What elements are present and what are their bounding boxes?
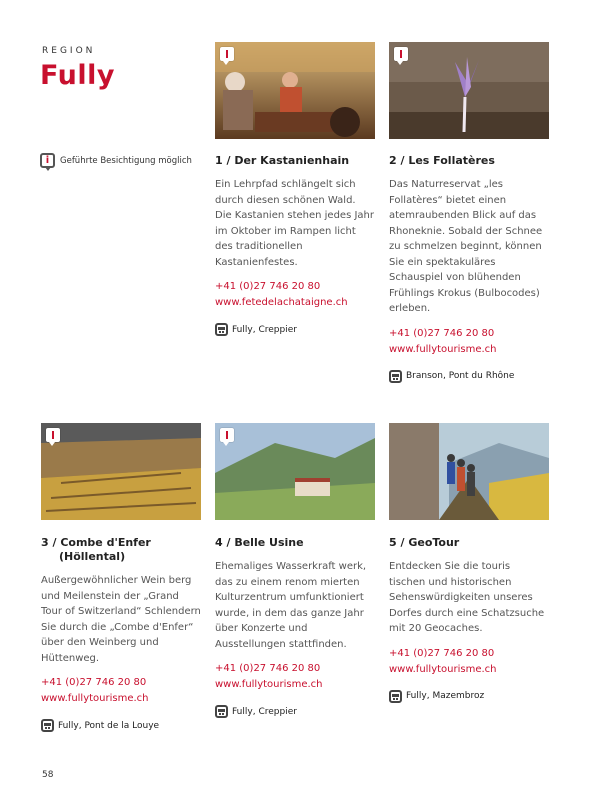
bus-stop-icon <box>389 370 402 383</box>
bus-stop-icon <box>389 690 402 703</box>
bus-stop-icon <box>215 323 228 336</box>
card-kastanienhain <box>215 154 375 336</box>
card-title: 2 / Les Follatères <box>389 154 495 167</box>
photo-follateres <box>389 42 549 139</box>
card-combe-denfer <box>41 536 201 732</box>
info-i-icon <box>46 428 60 442</box>
phone-number[interactable]: +41 (0)27 746 20 80 <box>389 327 495 339</box>
phone-number[interactable]: +41 (0)27 746 20 80 <box>41 677 147 688</box>
photo-geotour <box>389 423 549 520</box>
website-link[interactable]: www.fullytourisme.ch <box>389 343 497 355</box>
card-description: Das Naturreservat „les Follatères“ bietet einen atemraubenden Blick auf das Rhoneknie. Sobald der Schnee zu schmelzen beginnt, können Sie ein spektakuläres Schauspiel von blühenden Frühlings Krokus (Bulbocodes) erleben. <box>389 179 543 314</box>
website-link[interactable]: www.fetedelachataigne.ch <box>215 297 348 308</box>
bus-stop-icon <box>215 705 228 718</box>
card-belle-usine <box>215 536 375 718</box>
photo-belle-usine <box>215 423 375 520</box>
location <box>389 690 549 703</box>
card-description: Ein Lehrpfad schlängelt sich durch diesen schönen Wald. Die Kastanien stehen jedes Jahr im Oktober im Rampen licht des traditionellen Kastanienfestes. <box>215 179 374 268</box>
card-title: 1 / Der Kastanienhain <box>215 154 350 167</box>
info-i-icon: i <box>40 153 55 168</box>
photo-combe-denfer <box>41 423 201 520</box>
location <box>41 719 201 732</box>
card-description: Ehemaliges Wasserkraft werk, das zu einem renom mierten Kulturzentrum umfunktioniert wurde, in dem das ganze Jahr über Konzerte und Ausstellungen stattfinden. <box>215 561 367 650</box>
page-number: 58 <box>42 770 54 780</box>
info-i-icon <box>394 47 408 61</box>
website-link[interactable]: www.fullytourisme.ch <box>41 693 149 704</box>
location-label: Fully, Creppier <box>232 706 297 717</box>
info-i-icon <box>220 428 234 442</box>
card-title: 3 / Combe d'Enfer <box>41 536 151 549</box>
website-link[interactable]: www.fullytourisme.ch <box>389 663 497 675</box>
location <box>389 370 549 383</box>
page-title: Fully <box>40 60 115 91</box>
card-description: Entdecken Sie die touris tischen und historischen Sehenswürdigkeiten unseres Dorfes durch eine Schatzsuche mit 20 Geocaches. <box>389 561 545 634</box>
card-title: 5 / GeoTour <box>389 536 460 549</box>
card-description: Außergewöhnlicher Wein berg und Meilenstein der „Grand Tour of Switzerland“ Schlendern Sie durch die „Combe d'Enfer“ über den Weinberg und Hüttenweg. <box>41 575 201 664</box>
bus-stop-icon <box>41 719 54 732</box>
phone-number[interactable]: +41 (0)27 746 20 80 <box>215 281 321 292</box>
region-label: REGION <box>42 46 96 56</box>
photo-kastanienhain <box>215 42 375 139</box>
card-geotour <box>389 536 549 703</box>
card-follateres <box>389 154 549 383</box>
legend <box>40 153 192 168</box>
card-subtitle: (Höllental) <box>59 550 126 563</box>
location-label: Branson, Pont du Rhône <box>406 371 515 381</box>
location <box>215 705 375 718</box>
location <box>215 323 375 336</box>
legend-text: Geführte Besichtigung möglich <box>60 155 192 166</box>
phone-number[interactable]: +41 (0)27 746 20 80 <box>389 647 495 659</box>
website-link[interactable]: www.fullytourisme.ch <box>215 679 323 690</box>
phone-number[interactable]: +41 (0)27 746 20 80 <box>215 663 321 674</box>
info-i-icon <box>220 47 234 61</box>
location-label: Fully, Pont de la Louye <box>58 720 160 731</box>
card-title: 4 / Belle Usine <box>215 536 304 549</box>
location-label: Fully, Creppier <box>232 324 297 335</box>
location-label: Fully, Mazembroz <box>406 691 485 701</box>
